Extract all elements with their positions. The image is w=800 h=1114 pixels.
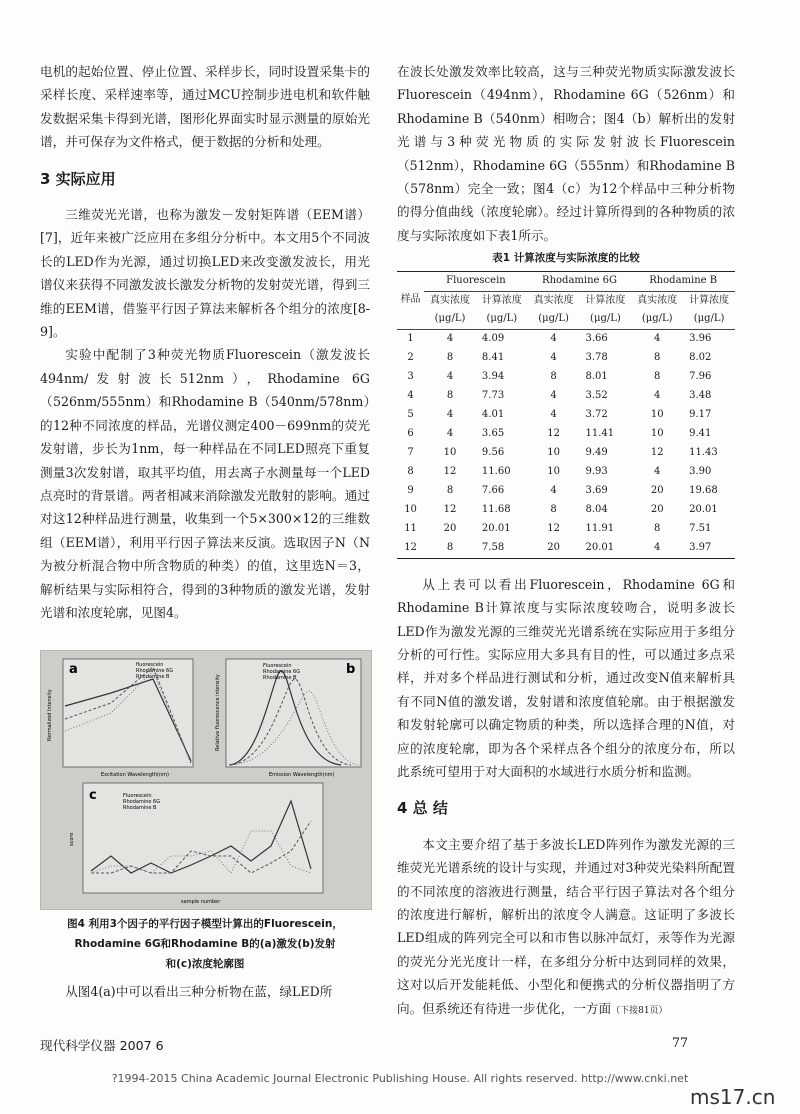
section-4-heading: 4 总 结 — [397, 799, 448, 818]
right-paragraph-2: 从上表可以看出Fluorescein，Rhodamine 6G和Rhodamine B计算浓度与实际浓度较吻合，说明多波长LED作为激发光源的三维荧光光谱系统在实际应用于多组分分析的可行性。实际应用大多具有目的性，可以通过多点采样，并对多个样品进行测试和分析，通过改变N值来解析具有不同N值的激发谱，发射谱和浓度值轮廓。由于根据激发和发射轮廓可以确定物质的种类，所以选择合理的N值，对应的浓度轮廓，即为各个采样点各个组分的浓度分布，所以此系统可望用于对大面积的水域进行水质分析和监测。 — [397, 576, 735, 779]
panel-c-y-label: score — [69, 832, 75, 846]
table-cell-sample: 10 — [404, 504, 417, 515]
table-subheader: 计算浓度 — [481, 294, 522, 306]
table-cell: 11.91 — [585, 523, 615, 534]
panel-c — [69, 783, 323, 905]
table-cell: 10 — [443, 447, 457, 458]
table-cell: 20.01 — [481, 523, 511, 534]
table-cell: 8.41 — [481, 352, 505, 363]
left-column — [40, 60, 370, 624]
table-cell: 10 — [650, 409, 664, 420]
table-cell: 19.68 — [689, 485, 718, 496]
table-cell: 8 — [446, 352, 454, 363]
table-cell: 11.68 — [481, 504, 511, 515]
table-cell-sample: 8 — [407, 466, 414, 477]
table-cell-sample: 3 — [407, 371, 414, 382]
table-header-sample: 样品 — [397, 272, 424, 330]
table-unit: (μg/L) — [683, 310, 735, 329]
table-cell: 8.01 — [585, 371, 608, 382]
table-cell: 8 — [654, 371, 661, 382]
table-subheader: 计算浓度 — [689, 294, 730, 306]
table-1 — [397, 271, 735, 559]
figure-caption-line-1: 图4 利用3个因子的平行因子模型计算出的Fluorescein， — [67, 918, 343, 930]
table-cell: 3.90 — [689, 466, 712, 477]
journal-footer: 现代科学仪器 2007 6 — [40, 1038, 164, 1053]
table-cell: 12 — [650, 447, 664, 458]
panel-a-y-label: Normalized Intensity — [47, 689, 53, 741]
figure-4-graphic — [41, 651, 371, 909]
table-cell-sample: 5 — [407, 409, 414, 420]
figure-caption-line-2: Rhodamine 6G和Rhodamine B的(a)激发(b)发射 — [74, 938, 336, 950]
table-cell: 7.58 — [476, 539, 528, 559]
table-cell: 3.97 — [683, 539, 735, 559]
table-cell: 12 — [547, 523, 560, 534]
panel-c-legend-3: Rhodamine B — [123, 805, 157, 811]
table-cell: 9.56 — [481, 447, 505, 458]
right-column — [397, 60, 735, 1023]
table-cell-sample: 12 — [397, 539, 424, 559]
table-group-rhodamine-b: Rhodamine B — [631, 272, 735, 292]
panel-c-legend-1: Fluorescein — [123, 793, 152, 799]
panel-c-x-label: sample number — [181, 899, 221, 905]
table-unit: (μg/L) — [580, 310, 632, 329]
table-cell: 4 — [654, 333, 661, 344]
panel-b — [215, 659, 361, 778]
table-cell: 20 — [528, 539, 580, 559]
table-cell: 8 — [550, 504, 557, 515]
table-cell-sample: 2 — [407, 352, 414, 363]
table-group-rhodamine-6g: Rhodamine 6G — [528, 272, 632, 292]
table-unit: (μg/L) — [424, 310, 476, 329]
table-cell: 7.51 — [689, 523, 712, 534]
table-cell: 9.17 — [689, 409, 712, 420]
table-cell: 7.73 — [481, 390, 505, 401]
figure-4-caption — [40, 914, 370, 974]
table-row — [397, 520, 735, 539]
table-cell: 4 — [446, 371, 454, 382]
table-row — [397, 425, 735, 444]
table-row — [397, 387, 735, 406]
table-row — [397, 329, 735, 349]
table-cell: 3.72 — [585, 409, 608, 420]
page-number: 77 — [672, 1035, 689, 1050]
section-3-heading: 3 实际应用 — [40, 169, 116, 188]
table-cell: 4 — [550, 409, 557, 420]
panel-a — [47, 659, 193, 778]
table-cell: 8 — [654, 523, 661, 534]
table-row — [397, 539, 735, 559]
section-3-paragraph-1: 三维荧光光谱，也称为激发－发射矩阵谱（EEM谱）[7]，近年来被广泛应用在多组分分析中。本文用5个不同波长的LED作为光源，通过切换LED来改变激发波长，用光谱仪来获得不同激发波长激发分析物的发射荧光谱，得到三维的EEM谱，借鉴平行因子算法来解析各个组分的浓度[8-9]。 — [40, 207, 370, 340]
panel-b-legend-2: Rhodamine 6G — [263, 669, 301, 675]
table-cell: 4 — [446, 333, 454, 344]
table-cell: 8.04 — [585, 504, 608, 515]
panel-a-legend-2: Rhodamine 6G — [136, 668, 174, 674]
right-paragraph-3-text: 本文主要介绍了基于多波长LED阵列作为激发光源的三维荧光光谱系统的设计与实现，并通过对3种荧光染料所配置的不同浓度的溶液进行测量，结合平行因子算法对各个组分的浓度进行解析，解析出的浓度令人满意。这证明了多波长LED组成的阵列完全可以和市售以脉冲氙灯，汞等作为光源的荧光分光光度计一样，在多组分分析中达到同样的效果，这对以后开发能耗低、小型化和便携式的分析仪器指明了方向。但系统还有待进一步优化，一方面 — [397, 836, 735, 1016]
table-cell: 8 — [654, 352, 661, 363]
right-paragraph-3 — [397, 833, 735, 1023]
table-cell: 4 — [654, 466, 661, 477]
panel-b-x-label: Emission Wavelength(nm) — [269, 772, 335, 778]
table-cell: 4 — [654, 390, 661, 401]
table-unit: (μg/L) — [528, 310, 580, 329]
table-cell: 8.02 — [689, 352, 712, 363]
table-1-caption: 表1 计算浓度与实际浓度的比较 — [492, 252, 640, 265]
table-cell: 8 — [446, 485, 454, 496]
copyright-line: ?1994-2015 China Academic Journal Electronic Publishing House. All rights reserved. http://www.cnki.net — [111, 1072, 689, 1085]
table-cell: 3.78 — [585, 352, 608, 363]
table-cell: 9.41 — [689, 428, 712, 439]
table-1-body — [397, 329, 735, 558]
table-cell: 20 — [650, 504, 664, 515]
table-cell: 3.66 — [585, 333, 608, 344]
panel-a-label: a — [69, 662, 78, 677]
table-cell: 4.01 — [481, 409, 505, 420]
table-cell: 4 — [550, 485, 557, 496]
table-cell-sample: 6 — [407, 428, 414, 439]
panel-b-legend-1: Fluorescein — [263, 663, 292, 669]
figure-4 — [40, 650, 372, 910]
table-cell: 11.41 — [585, 428, 615, 439]
after-figure-paragraph: 从图4(a)中可以看出三种分析物在蓝，绿LED所 — [65, 984, 333, 999]
table-cell: 7.96 — [689, 371, 712, 382]
section-3-paragraph-2: 实验中配制了3种荧光物质Fluorescein（激发波长494nm/发射波长512nm），Rhodamine 6G（526nm/555nm）和Rhodamine B（540nm/578nm）的12种不同浓度的样品，光谱仪测定400－699nm的荧光发射谱，步长为1nm，每一种样品在不同LED照亮下重复测量3次发射谱，取其平均值，用去离子水测量每一个LED点亮时的背景谱。两者相减来消除激发光散射的影响。通过对这12种样品进行测量，收集到一个5×300×12的三维数组（EEM谱），利用平行因子算法来反演。选取因子N（N为被分析混合物中所含物质的种类）的值，这里选N＝3，解析结果与实际相符合，得到的3种物质的激发光谱，发射光谱和浓度轮廓，见图4。 — [40, 347, 370, 620]
panel-b-label: b — [346, 662, 356, 677]
table-cell: 3.96 — [689, 333, 712, 344]
table-cell: 10 — [547, 466, 560, 477]
table-subheader: 计算浓度 — [585, 294, 626, 306]
table-cell: 3.69 — [585, 485, 608, 496]
table-cell: 20 — [443, 523, 457, 534]
table-cell: 3.48 — [689, 390, 712, 401]
table-cell-sample: 11 — [404, 523, 417, 534]
table-cell: 4 — [550, 333, 557, 344]
panel-b-legend-3: Rhodamine B — [263, 675, 297, 681]
table-cell-sample: 1 — [407, 333, 414, 344]
watermark: ms17.cn — [690, 1085, 776, 1109]
table-cell: 4 — [550, 390, 557, 401]
table-subheader: 真实浓度 — [533, 294, 574, 306]
table-cell: 4 — [631, 539, 683, 559]
table-cell: 20.01 — [689, 504, 718, 515]
table-cell: 4 — [550, 352, 557, 363]
table-unit: (μg/L) — [631, 310, 683, 329]
panel-a-x-label: Excitation Wavelength(nm) — [101, 772, 169, 778]
table-unit: (μg/L) — [476, 310, 528, 329]
right-paragraph-1: 在波长处激发效率比较高，这与三种荧光物质实际激发波长Fluorescein（494nm），Rhodamine 6G（526nm）和Rhodamine B（540nm）相吻合；图4（b）解析出的发射光谱与3种荧光物质的实际发射波长Fluorescein（512nm），Rhodamine 6G（555nm）和Rhodamine B（578nm）完全一致；图4（c）为12个样品中三种分析物的得分值曲线（浓度轮廓）。经过计算所得到的各种物质的浓度与实际浓度如下表1所示。 — [397, 64, 735, 243]
table-cell: 3.65 — [481, 428, 505, 439]
table-cell: 4 — [446, 428, 454, 439]
table-row — [397, 482, 735, 501]
panel-b-y-label: Relative fluorescence intensity — [215, 674, 221, 751]
table-cell: 8 — [446, 390, 454, 401]
table-cell: 10 — [650, 428, 664, 439]
panel-c-label: c — [89, 788, 97, 803]
intro-paragraph: 电机的起始位置、停止位置、采样步长，同时设置采集卡的采样长度、采样速率等，通过MCU控制步进电机和软件触发数据采集卡得到光谱，图形化界面实时显示测量的原始光谱，并可保存为文件格式，便于数据的分析和处理。 — [40, 64, 370, 150]
table-row — [397, 406, 735, 425]
table-subheader: 真实浓度 — [637, 294, 678, 306]
table-row — [397, 444, 735, 463]
table-cell: 8 — [424, 539, 476, 559]
table-cell-sample: 9 — [407, 485, 414, 496]
table-cell-sample: 7 — [407, 447, 414, 458]
table-row — [397, 463, 735, 482]
panel-a-legend-3: Rhodamine B — [136, 674, 170, 680]
table-cell: 3.52 — [585, 390, 608, 401]
table-cell: 9.49 — [585, 447, 608, 458]
panel-a-legend-1: fluorescein — [136, 662, 164, 668]
table-row — [397, 349, 735, 368]
table-cell: 4 — [446, 409, 454, 420]
continued-note: （下接81页） — [611, 1005, 668, 1016]
table-cell-sample: 4 — [407, 390, 414, 401]
table-cell: 8 — [550, 371, 557, 382]
table-cell: 12 — [443, 504, 457, 515]
table-cell: 11.43 — [689, 447, 718, 458]
table-subheader: 真实浓度 — [430, 294, 471, 306]
table-cell: 10 — [547, 447, 560, 458]
table-cell: 12 — [547, 428, 560, 439]
panel-c-legend-2: Rhodamine 6G — [123, 799, 161, 805]
table-cell: 11.60 — [481, 466, 511, 477]
table-row — [397, 368, 735, 387]
table-group-fluorescein: Fluorescein — [424, 272, 528, 292]
table-cell: 20.01 — [580, 539, 632, 559]
table-cell: 20 — [650, 485, 664, 496]
table-row — [397, 501, 735, 520]
table-cell: 9.93 — [585, 466, 608, 477]
table-cell: 7.66 — [481, 485, 505, 496]
table-cell: 3.94 — [481, 371, 505, 382]
figure-caption-line-3: 和(c)浓度轮廓图 — [165, 958, 245, 970]
table-cell: 12 — [443, 466, 457, 477]
table-cell: 4.09 — [481, 333, 505, 344]
